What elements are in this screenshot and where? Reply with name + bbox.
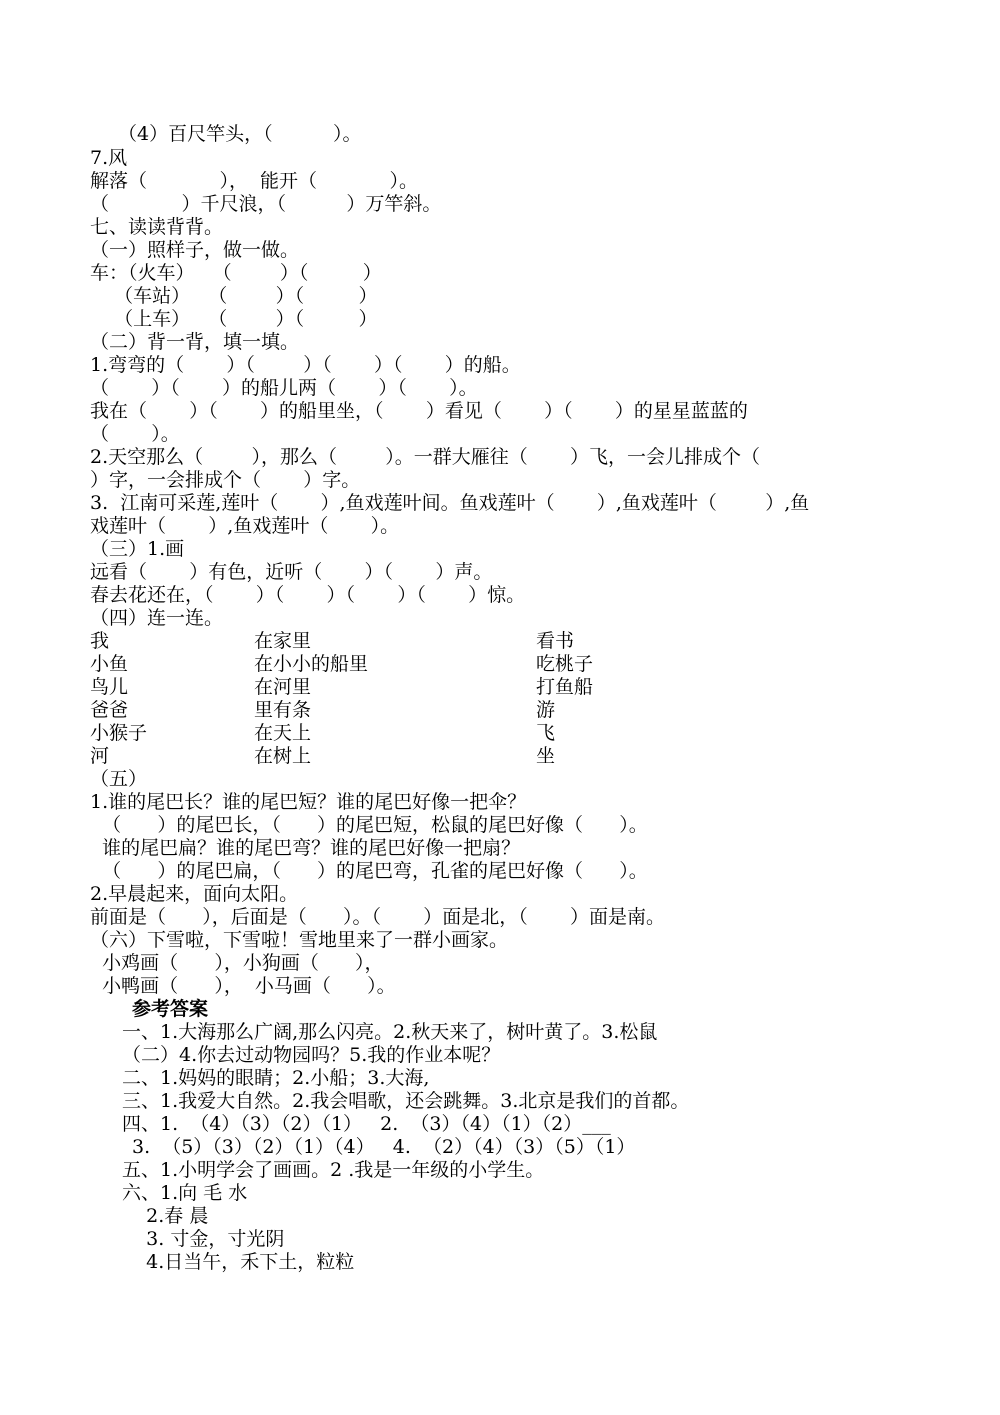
match-item: 小鱼 [90, 653, 129, 675]
answer-line: 2.春 晨 [122, 1205, 209, 1227]
text-line: 小鸭画（ ）， 小马画（ ）。 [90, 975, 396, 997]
text-line: 3. 江南可采莲,莲叶（ ）,鱼戏莲叶间。鱼戏莲叶（ ）,鱼戏莲叶（ ）,鱼 [90, 492, 810, 514]
section-heading: 七、读读背背。 [90, 216, 224, 238]
match-item: 小猴子 [90, 722, 148, 744]
answer-line: （二）4.你去过动物园吗？5.我的作业本呢？ [122, 1044, 501, 1066]
match-item: 吃桃子 [536, 653, 594, 675]
answer-line: 一、1.大海那么广阔,那么闪亮。2.秋天来了，树叶黄了。3.松鼠 [122, 1021, 658, 1043]
text-line: （二）背一背，填一填。 [90, 331, 300, 353]
text-line: 2.天空那么（ ），那么（ ）。一群大雁往（ ）飞，一会儿排成个（ [90, 446, 761, 468]
text-line: （ ）的尾巴长，（ ）的尾巴短，松鼠的尾巴好像（ ）。 [90, 814, 648, 836]
text-line: 谁的尾巴扁？谁的尾巴弯？谁的尾巴好像一把扇？ [90, 837, 521, 859]
text-line: （4）百尺竿头，（ ）。 [118, 123, 362, 145]
text-line: （ ）千尺浪，（ ）万竿斜。 [90, 193, 442, 215]
answer-line: 二、1.妈妈的眼睛；2.小船；3.大海, [122, 1067, 430, 1089]
match-item: 打鱼船 [536, 676, 594, 698]
match-item: 鸟儿 [90, 676, 129, 698]
text-line: 车：（火车） （ ）（ ） [90, 262, 382, 284]
match-item: 在河里 [254, 676, 312, 698]
match-item: 看书 [536, 630, 575, 652]
text-line: 前面是（ ），后面是（ ）。（ ）面是北，（ ）面是南。 [90, 906, 666, 928]
match-item: 我 [90, 630, 110, 652]
answer-line: 六、1.向 毛 水 [122, 1182, 248, 1204]
match-item: 在小小的船里 [254, 653, 369, 675]
text-line: 远看（ ）有色，近听（ ）（ ）声。 [90, 561, 493, 583]
text-line: （ ）。 [90, 423, 180, 445]
match-item: 在树上 [254, 745, 312, 767]
text-line: 小鸡画（ ），小狗画（ ）， [90, 952, 384, 974]
answer-line: 3. 寸金，寸光阴 [122, 1228, 285, 1250]
text-line: 春去花还在，（ ）（ ）（ ）（ ）惊。 [90, 584, 526, 606]
text-line: 2.早晨起来，面向太阳。 [90, 883, 299, 905]
text-line: （ ）的尾巴扁，（ ）的尾巴弯，孔雀的尾巴好像（ ）。 [90, 860, 648, 882]
match-item: 里有条 [254, 699, 312, 721]
match-item: 在天上 [254, 722, 312, 744]
text-line: ）字，一会排成个（ ）字。 [90, 469, 361, 491]
text-line: 我在（ ）（ ）的船里坐，（ ）看见（ ）（ ）的星星蓝蓝的 [90, 400, 748, 422]
text-line: （一）照样子，做一做。 [90, 239, 300, 261]
answer-line: 三、1.我爱大自然。2.我会唱歌，还会跳舞。3.北京是我们的首都。 [122, 1090, 690, 1112]
text-line: （ ）（ ）的船儿两（ ）（ ）。 [90, 377, 478, 399]
match-item: 在家里 [254, 630, 312, 652]
answer-line: 3. （5）（3）（2）（1）（4） 4. （2）（4）（3）（5）（1） [132, 1136, 636, 1158]
text-line: （四）连一连。 [90, 607, 224, 629]
match-item: 飞 [536, 722, 556, 744]
text-line: 1.谁的尾巴长？谁的尾巴短？谁的尾巴好像一把伞？ [90, 791, 527, 813]
match-item: 河 [90, 745, 110, 767]
text-line: 解落（ ）， 能开（ ）。 [90, 170, 419, 192]
text-line: （上车） （ ）（ ） [90, 308, 378, 330]
text-line: 1.弯弯的（ ）（ ）（ ）（ ）的船。 [90, 354, 521, 376]
answer-line: 五、1.小明学会了画画。2 .我是一年级的小学生。 [122, 1159, 545, 1181]
text-line: （三）1.画 [90, 538, 185, 560]
text-line: （六）下雪啦，下雪啦！雪地里来了一群小画家。 [90, 929, 509, 951]
answers-title: 参考答案 [132, 998, 209, 1020]
text-line: （车站） （ ）（ ） [90, 285, 378, 307]
match-item: 坐 [536, 745, 556, 767]
answer-line: 四、1. （4）（3）（2）（1） 2. （3）（4）（1）（2）___ [122, 1113, 611, 1135]
match-item: 游 [536, 699, 556, 721]
text-line: （五） [90, 768, 148, 790]
answer-line: 4.日当午，禾下土，粒粒 [122, 1251, 355, 1273]
text-line: 戏莲叶（ ）,鱼戏莲叶（ ）。 [90, 515, 400, 537]
text-line: 7.风 [90, 147, 128, 169]
match-item: 爸爸 [90, 699, 129, 721]
